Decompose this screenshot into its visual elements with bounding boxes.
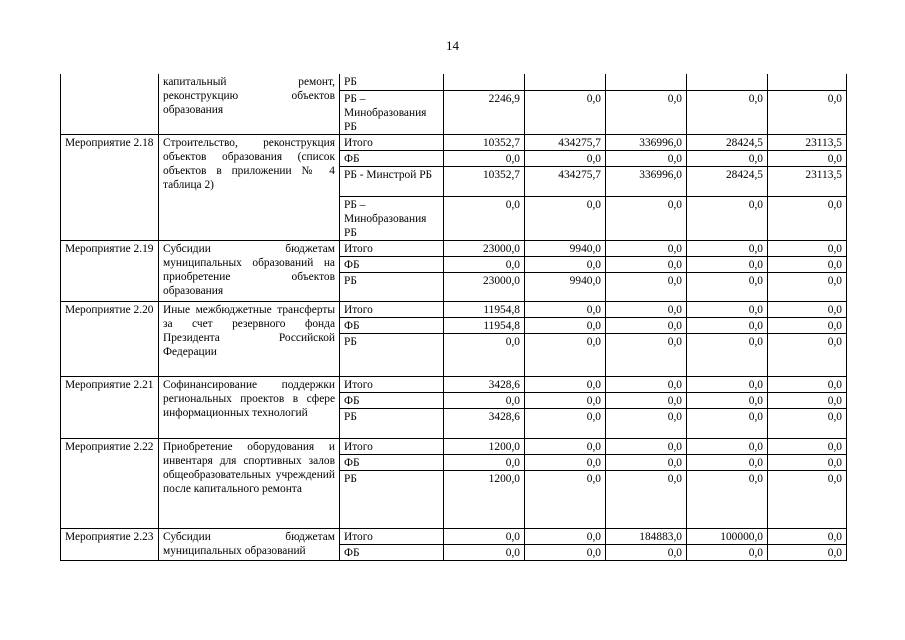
- value-cell: 0,0: [606, 544, 687, 560]
- value-cell: 0,0: [606, 301, 687, 317]
- funding-source-cell: Итого: [340, 134, 444, 150]
- funding-source-cell: РБ – Минобразования РБ: [340, 90, 444, 134]
- value-cell: 0,0: [606, 272, 687, 301]
- value-cell: 1200,0: [444, 470, 525, 528]
- description-cell: Софинансирование поддержки региональных проектов в сфере информационных технологий: [159, 376, 340, 438]
- value-cell: 0,0: [768, 454, 847, 470]
- value-cell: 0,0: [525, 528, 606, 544]
- funding-source-cell: РБ: [340, 470, 444, 528]
- value-cell: [444, 74, 525, 90]
- value-cell: 0,0: [768, 470, 847, 528]
- activity-cell: [61, 74, 159, 134]
- activity-cell: Мероприятие 2.20: [61, 301, 159, 376]
- value-cell: 100000,0: [687, 528, 768, 544]
- value-cell: 0,0: [606, 256, 687, 272]
- description-cell: Субсидии бюджетам муниципальных образований на приобретение объектов образования: [159, 240, 340, 301]
- description-cell: Иные межбюджетные трансферты за счет резервного фонда Президента Российской Федерации: [159, 301, 340, 376]
- value-cell: 0,0: [444, 150, 525, 166]
- value-cell: 3428,6: [444, 376, 525, 392]
- value-cell: 0,0: [606, 317, 687, 333]
- value-cell: 0,0: [768, 438, 847, 454]
- activity-cell: Мероприятие 2.19: [61, 240, 159, 301]
- value-cell: 0,0: [444, 528, 525, 544]
- value-cell: 0,0: [525, 317, 606, 333]
- value-cell: 0,0: [444, 544, 525, 560]
- value-cell: 0,0: [768, 90, 847, 134]
- value-cell: 0,0: [525, 376, 606, 392]
- value-cell: 0,0: [444, 392, 525, 408]
- table-row: [61, 528, 847, 544]
- funding-source-cell: Итого: [340, 301, 444, 317]
- value-cell: 0,0: [768, 376, 847, 392]
- value-cell: 0,0: [525, 90, 606, 134]
- table-row: [61, 376, 847, 392]
- value-cell: 0,0: [768, 333, 847, 376]
- activity-cell: Мероприятие 2.18: [61, 134, 159, 240]
- value-cell: 0,0: [606, 240, 687, 256]
- value-cell: 0,0: [687, 333, 768, 376]
- value-cell: 0,0: [768, 240, 847, 256]
- funding-source-cell: ФБ: [340, 317, 444, 333]
- page-number: 14: [446, 38, 459, 53]
- value-cell: 23113,5: [768, 134, 847, 150]
- value-cell: 0,0: [687, 272, 768, 301]
- value-cell: 0,0: [444, 454, 525, 470]
- funding-source-cell: Итого: [340, 438, 444, 454]
- value-cell: 0,0: [525, 438, 606, 454]
- description-cell: Строительство, реконструкция объектов образования (список объектов в приложении № 4 таблица 2): [159, 134, 340, 240]
- value-cell: 11954,8: [444, 301, 525, 317]
- value-cell: 0,0: [525, 470, 606, 528]
- value-cell: 336996,0: [606, 166, 687, 196]
- value-cell: 0,0: [606, 376, 687, 392]
- funding-source-cell: Итого: [340, 240, 444, 256]
- activity-cell: Мероприятие 2.21: [61, 376, 159, 438]
- value-cell: 0,0: [687, 256, 768, 272]
- table-row: [61, 438, 847, 454]
- value-cell: 0,0: [606, 90, 687, 134]
- budget-table: [60, 74, 847, 561]
- value-cell: 3428,6: [444, 408, 525, 438]
- value-cell: 23000,0: [444, 240, 525, 256]
- funding-source-cell: РБ: [340, 272, 444, 301]
- value-cell: 0,0: [768, 528, 847, 544]
- value-cell: 0,0: [687, 317, 768, 333]
- funding-source-cell: ФБ: [340, 256, 444, 272]
- value-cell: 0,0: [606, 392, 687, 408]
- value-cell: 0,0: [768, 150, 847, 166]
- value-cell: 28424,5: [687, 134, 768, 150]
- value-cell: 23113,5: [768, 166, 847, 196]
- value-cell: 0,0: [687, 408, 768, 438]
- value-cell: 0,0: [687, 376, 768, 392]
- description-cell: капитальный ремонт, реконструкцию объектов образования: [159, 74, 340, 134]
- value-cell: 0,0: [768, 317, 847, 333]
- value-cell: 0,0: [525, 392, 606, 408]
- value-cell: 0,0: [687, 438, 768, 454]
- value-cell: 9940,0: [525, 240, 606, 256]
- value-cell: 0,0: [687, 240, 768, 256]
- table-row: [61, 74, 847, 90]
- value-cell: 0,0: [687, 392, 768, 408]
- value-cell: 0,0: [768, 272, 847, 301]
- value-cell: 28424,5: [687, 166, 768, 196]
- value-cell: 434275,7: [525, 166, 606, 196]
- value-cell: 0,0: [525, 544, 606, 560]
- value-cell: 0,0: [768, 256, 847, 272]
- funding-source-cell: РБ: [340, 74, 444, 90]
- value-cell: 0,0: [606, 196, 687, 240]
- funding-source-cell: РБ: [340, 408, 444, 438]
- value-cell: [606, 74, 687, 90]
- value-cell: 0,0: [444, 333, 525, 376]
- value-cell: [768, 74, 847, 90]
- funding-source-cell: ФБ: [340, 392, 444, 408]
- value-cell: 434275,7: [525, 134, 606, 150]
- table-row: [61, 134, 847, 150]
- value-cell: [687, 74, 768, 90]
- funding-source-cell: ФБ: [340, 454, 444, 470]
- value-cell: 1200,0: [444, 438, 525, 454]
- value-cell: 0,0: [687, 544, 768, 560]
- value-cell: 0,0: [525, 408, 606, 438]
- value-cell: 0,0: [768, 392, 847, 408]
- value-cell: 0,0: [687, 301, 768, 317]
- table-row: [61, 301, 847, 317]
- activity-cell: Мероприятие 2.22: [61, 438, 159, 528]
- value-cell: 0,0: [768, 408, 847, 438]
- value-cell: 10352,7: [444, 166, 525, 196]
- value-cell: 0,0: [768, 544, 847, 560]
- value-cell: 0,0: [606, 408, 687, 438]
- value-cell: 336996,0: [606, 134, 687, 150]
- value-cell: 0,0: [687, 196, 768, 240]
- value-cell: 0,0: [606, 438, 687, 454]
- value-cell: 0,0: [606, 454, 687, 470]
- value-cell: 0,0: [768, 196, 847, 240]
- value-cell: 0,0: [768, 301, 847, 317]
- value-cell: 9940,0: [525, 272, 606, 301]
- value-cell: 0,0: [687, 470, 768, 528]
- value-cell: 10352,7: [444, 134, 525, 150]
- value-cell: 23000,0: [444, 272, 525, 301]
- value-cell: 0,0: [525, 196, 606, 240]
- value-cell: 0,0: [525, 256, 606, 272]
- funding-source-cell: ФБ: [340, 150, 444, 166]
- value-cell: 2246,9: [444, 90, 525, 134]
- value-cell: 0,0: [687, 90, 768, 134]
- value-cell: [525, 74, 606, 90]
- value-cell: 0,0: [606, 470, 687, 528]
- value-cell: 0,0: [525, 301, 606, 317]
- funding-source-cell: Итого: [340, 528, 444, 544]
- value-cell: 0,0: [606, 333, 687, 376]
- funding-source-cell: РБ: [340, 333, 444, 376]
- value-cell: 184883,0: [606, 528, 687, 544]
- value-cell: 11954,8: [444, 317, 525, 333]
- value-cell: 0,0: [525, 150, 606, 166]
- value-cell: 0,0: [687, 454, 768, 470]
- value-cell: 0,0: [525, 454, 606, 470]
- activity-cell: Мероприятие 2.23: [61, 528, 159, 560]
- value-cell: 0,0: [525, 333, 606, 376]
- funding-source-cell: РБ - Минстрой РБ: [340, 166, 444, 196]
- description-cell: Субсидии бюджетам муниципальных образований: [159, 528, 340, 560]
- value-cell: 0,0: [444, 256, 525, 272]
- funding-source-cell: РБ – Минобразования РБ: [340, 196, 444, 240]
- funding-source-cell: ФБ: [340, 544, 444, 560]
- description-cell: Приобретение оборудования и инвентаря для спортивных залов общеобразовательных учреждений после капитального ремонта: [159, 438, 340, 528]
- funding-source-cell: Итого: [340, 376, 444, 392]
- value-cell: 0,0: [687, 150, 768, 166]
- value-cell: 0,0: [606, 150, 687, 166]
- value-cell: 0,0: [444, 196, 525, 240]
- table-row: [61, 240, 847, 256]
